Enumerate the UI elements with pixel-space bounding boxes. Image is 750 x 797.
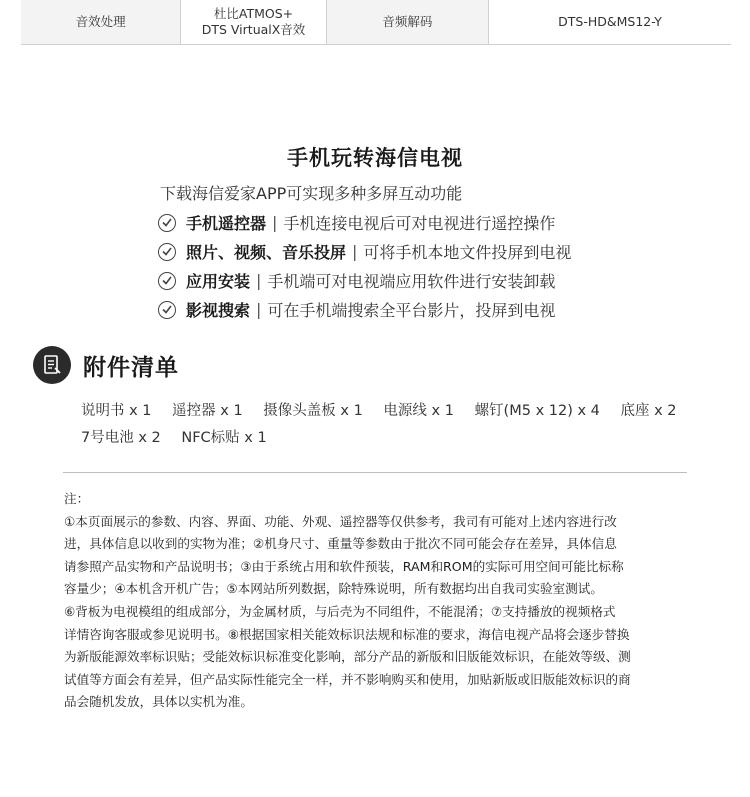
document-icon [33, 346, 71, 384]
accessories-list-line [81, 399, 693, 420]
notes-line: ①本页面展示的参数、内容、界面、功能、外观、遥控器等仅供参考，我司有可能对上述内容进行改 [64, 513, 617, 529]
spec-label-audio-processing: 音效处理 [21, 0, 181, 44]
check-circle-icon [158, 272, 176, 290]
feature-desc: 可在手机端搜索全平台影片，投屏到电视 [267, 301, 556, 320]
accessory-item: NFC标贴 x 1 [181, 430, 267, 446]
notes-line: ⑥背板为电视模组的组成部分，为金属材质，与后壳为不同组件，不能混淆；⑦支持播放的视频格式 [64, 603, 616, 619]
feature-separator: | [352, 242, 358, 261]
accessory-item: 电源线 x 1 [383, 403, 454, 419]
accessories-header [33, 346, 179, 384]
spec-value-line: DTS VirtualX音效 [201, 22, 306, 37]
feature-list [158, 208, 571, 324]
accessory-item: 螺钉(M5 x 12) x 4 [474, 403, 600, 419]
feature-item [158, 266, 571, 295]
check-circle-icon [158, 214, 176, 232]
phone-section-title: 手机玩转海信电视 [287, 146, 463, 170]
feature-desc: 手机连接电视后可对电视进行遥控操作 [283, 214, 556, 233]
spec-value-audio-processing [181, 0, 326, 44]
check-circle-icon [158, 301, 176, 319]
feature-separator: | [256, 271, 262, 290]
spec-label-audio-decoding: 音频解码 [327, 0, 489, 44]
feature-separator: | [256, 300, 262, 319]
check-circle-icon [158, 243, 176, 261]
feature-name: 影视搜索 [186, 301, 251, 320]
phone-section-subtitle: 下载海信爱家APP可实现多种多屏互动功能 [160, 184, 463, 203]
accessory-item: 7号电池 x 2 [81, 430, 161, 446]
accessories-title: 附件清单 [83, 354, 179, 381]
accessory-item: 底座 x 2 [620, 403, 677, 419]
notes-line: 请参照产品实物和产品说明书；③由于系统占用和软件预装，RAM和ROM的实际可用空间可能比标称 [64, 558, 624, 574]
feature-item [158, 237, 571, 266]
notes-line: 试值等方面会有差异，但产品实际性能完全一样，并不影响购买和使用，加贴新版或旧版能效标识的商 [64, 671, 631, 687]
spec-value-audio-decoding: DTS-HD&MS12-Y [489, 0, 731, 44]
notes-line: 进，具体信息以收到的实物为准；②机身尺寸、重量等参数由于批次不同可能会存在差异，具体信息 [64, 536, 617, 552]
feature-desc: 可将手机本地文件投屏到电视 [363, 243, 572, 262]
feature-desc: 手机端可对电视端应用软件进行安装卸载 [267, 272, 556, 291]
notes-line: 品会随机发放，具体以实机为准。 [64, 694, 253, 710]
notes-line: 注： [64, 491, 90, 506]
feature-name: 照片、视频、音乐投屏 [186, 243, 347, 262]
accessory-item: 说明书 x 1 [81, 403, 152, 419]
notes-line: 详情咨询客服或参见说明书。⑧根据国家相关能效标识法规和标准的要求，海信电视产品将会逐步替换 [64, 626, 630, 642]
feature-separator: | [272, 213, 278, 232]
feature-item [158, 208, 571, 237]
spec-table-row [21, 0, 731, 45]
spec-value-line: 杜比ATMOS+ [213, 6, 294, 21]
notes-line: 容量少；④本机含开机广告；⑤本网站所列数据，除特殊说明，所有数据均出自我司实验室测试。 [64, 581, 603, 597]
accessory-item: 遥控器 x 1 [172, 403, 243, 419]
notes-block [64, 488, 688, 714]
accessory-item: 摄像头盖板 x 1 [263, 403, 363, 419]
notes-line: 为新版能源效率标识贴；受能效标识标准变化影响，部分产品的新版和旧版能效标识，在能效等级、测 [64, 649, 631, 665]
section-divider [63, 472, 687, 473]
feature-name: 应用安装 [186, 272, 251, 291]
feature-name: 手机遥控器 [186, 214, 267, 233]
accessories-list-line [81, 426, 283, 447]
feature-item [158, 295, 571, 324]
